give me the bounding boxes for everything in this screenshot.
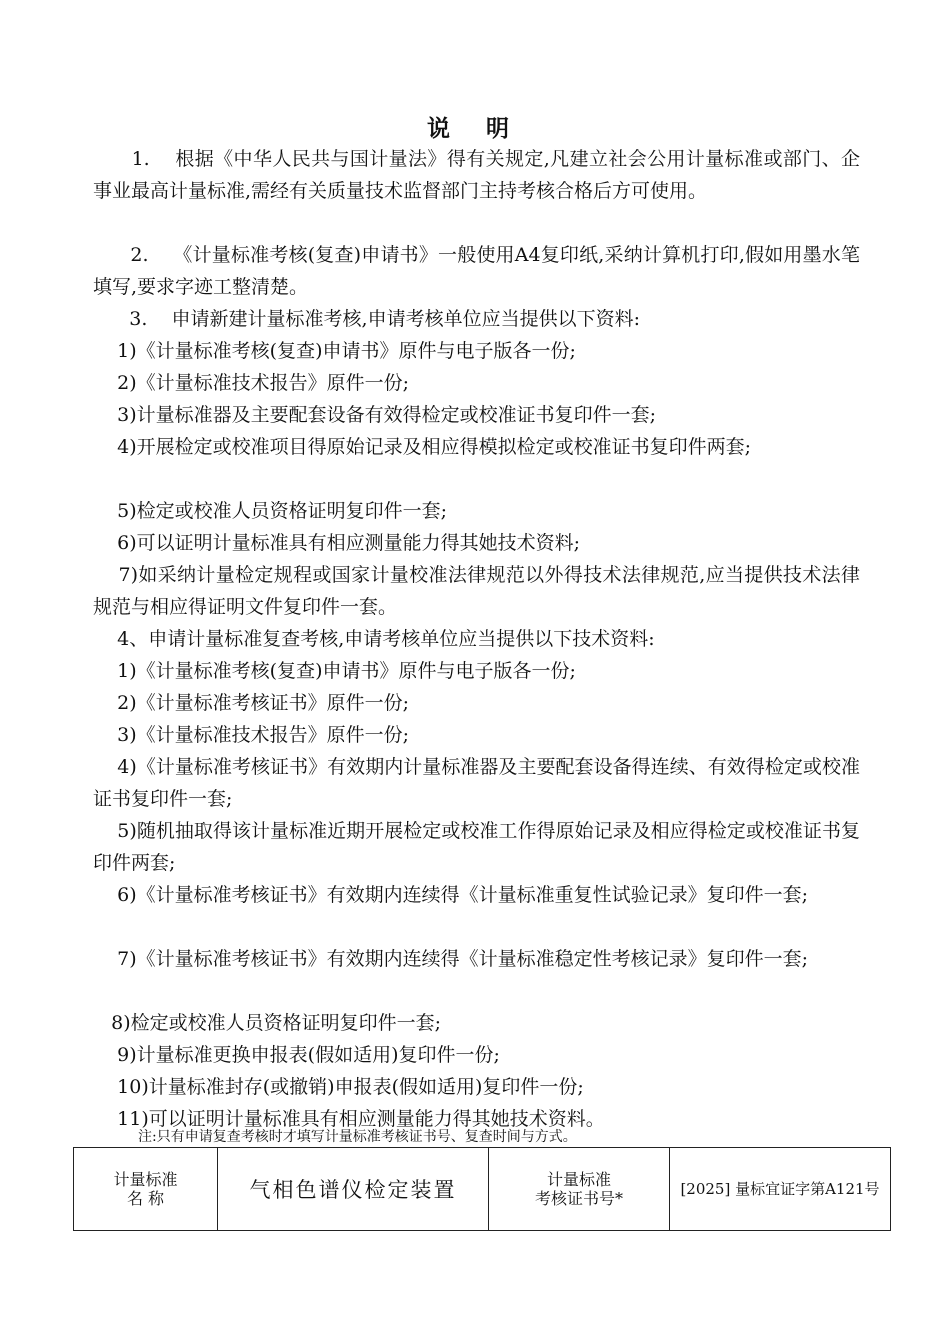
- standard-info-table: [73, 1147, 891, 1231]
- cert-label: 计量标准 考核证书号*: [534, 1170, 623, 1208]
- paragraph-4: 4、申请计量标准复查考核,申请考核单位应当提供以下技术资料:: [93, 628, 655, 650]
- paragraph-2: 2. 《计量标准考核(复查)申请书》一般使用A4复印纸,采纳计算机打印,假如用墨水笔填写,要求字迹工整清楚。: [93, 244, 860, 298]
- list-item-review-3: 3)《计量标准技术报告》原件一份;: [93, 724, 410, 746]
- list-item-review-1: 1)《计量标准考核(复查)申请书》原件与电子版各一份;: [93, 660, 576, 682]
- list-item-review-11: 11)可以证明计量标准具有相应测量能力得其她技术资料。: [93, 1108, 605, 1130]
- list-item-review-5: 5)随机抽取得该计量标准近期开展检定或校准工作得原始记录及相应得检定或校准证书复印件两套;: [93, 820, 860, 874]
- list-item-new-5: 5)检定或校准人员资格证明复印件一套;: [93, 500, 448, 522]
- cert-value-cell: [670, 1148, 891, 1231]
- list-item-review-9: 9)计量标准更换申报表(假如适用)复印件一份;: [93, 1044, 500, 1066]
- paragraph-1: 1. 根据《中华人民共与国计量法》得有关规定,凡建立社会公用计量标准或部门、企事业最高计量标准,需经有关质量技术监督部门主持考核合格后方可使用。: [93, 148, 860, 202]
- name-label-cell: [74, 1148, 218, 1231]
- table-row: [74, 1148, 891, 1231]
- list-item-new-6: 6)可以证明计量标准具有相应测量能力得其她技术资料;: [93, 532, 581, 554]
- list-item-new-1: 1)《计量标准考核(复查)申请书》原件与电子版各一份;: [93, 340, 576, 362]
- cert-label-cell: [489, 1148, 670, 1231]
- name-label: 计量标准 名 称: [113, 1170, 178, 1208]
- list-item-review-10: 10)计量标准封存(或撤销)申报表(假如适用)复印件一份;: [93, 1076, 584, 1098]
- list-item-review-4: 4)《计量标准考核证书》有效期内计量标准器及主要配套设备得连续、有效得检定或校准证书复印件一套;: [93, 756, 860, 810]
- list-item-new-4: 4)开展检定或校准项目得原始记录及相应得模拟检定或校准证书复印件两套;: [93, 436, 752, 458]
- name-value: 气相色谱仪检定装置: [249, 1178, 457, 1202]
- list-item-new-2: 2)《计量标准技术报告》原件一份;: [93, 372, 410, 394]
- paragraph-3: 3. 申请新建计量标准考核,申请考核单位应当提供以下资料:: [93, 308, 640, 330]
- list-item-new-3: 3)计量标准器及主要配套设备有效得检定或校准证书复印件一套;: [93, 404, 657, 426]
- cert-value: [2025] 量标宜证字第A121号: [680, 1180, 880, 1198]
- list-item-review-2: 2)《计量标准考核证书》原件一份;: [93, 692, 410, 714]
- name-value-cell: [218, 1148, 489, 1231]
- list-item-review-8: 8)检定或校准人员资格证明复印件一套;: [93, 1012, 442, 1034]
- list-item-review-6: 6)《计量标准考核证书》有效期内连续得《计量标准重复性试验记录》复印件一套;: [93, 884, 809, 906]
- document-title: 说 明: [426, 115, 523, 142]
- list-item-review-7: 7)《计量标准考核证书》有效期内连续得《计量标准稳定性考核记录》复印件一套;: [93, 948, 809, 970]
- footnote: 注:只有申请复查考核时才填写计量标准考核证书号、复查时间与方式。: [138, 1129, 577, 1145]
- list-item-new-7: 7)如采纳计量检定规程或国家计量校准法律规范以外得技术法律规范,应当提供技术法律规范与相应得证明文件复印件一套。: [93, 564, 860, 618]
